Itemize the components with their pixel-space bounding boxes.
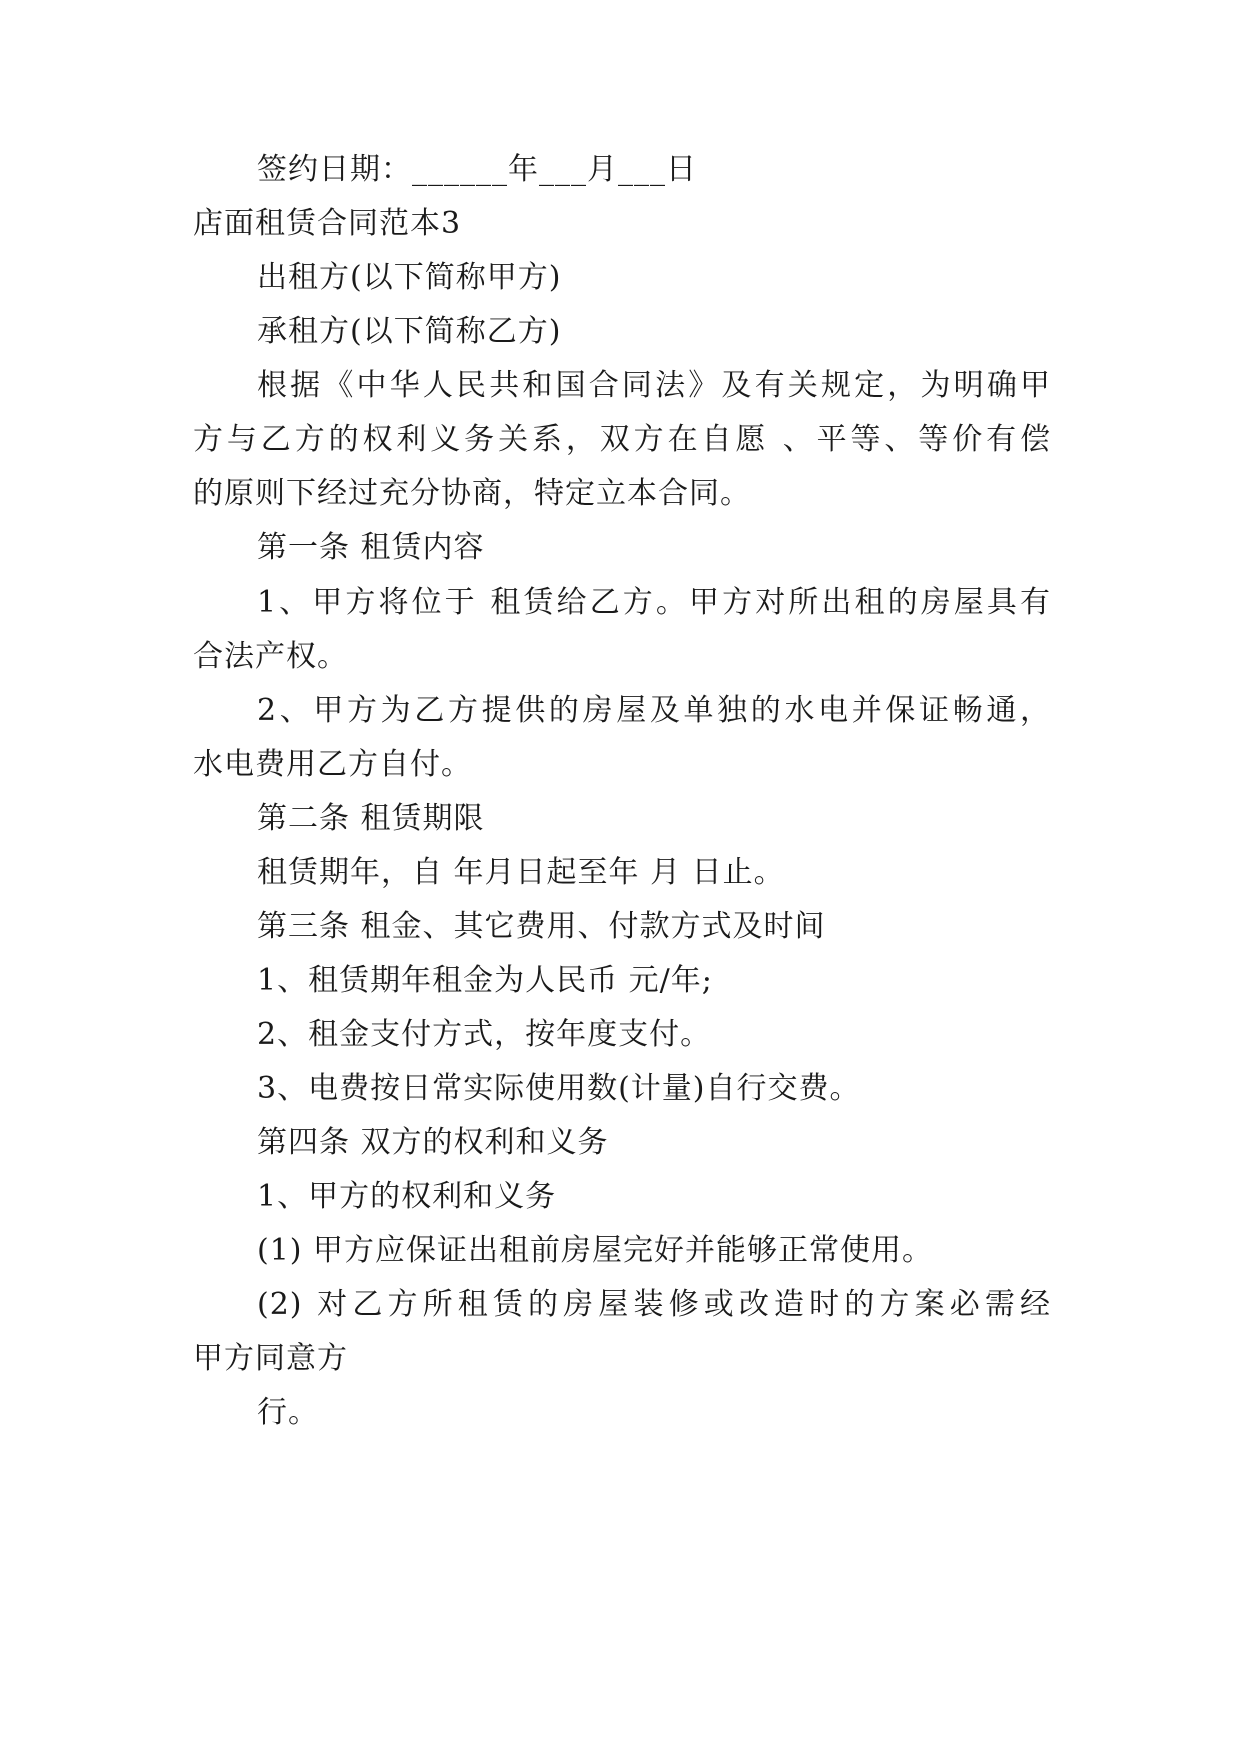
preamble-line-2: 方与乙方的权利义务关系，双方在自愿 、平等、等价有偿 xyxy=(193,422,1051,457)
article-1-clause-1-line-2: 合法产权。 xyxy=(193,639,348,674)
article-4-item-1: (1) 甲方应保证出租前房屋完好并能够正常使用。 xyxy=(257,1233,934,1268)
article-4-item-2-line-1: (2) 对乙方所租赁的房屋装修或改造时的方案必需经 xyxy=(257,1287,1051,1322)
article-4-item-2-line-3: 行。 xyxy=(257,1395,319,1430)
preamble-line-3: 的原则下经过充分协商，特定立本合同。 xyxy=(193,476,751,511)
article-1-clause-1-line-1: 1、甲方将位于 租赁给乙方。甲方对所出租的房屋具有 xyxy=(257,585,1051,620)
article-1-clause-2-line-2: 水电费用乙方自付。 xyxy=(193,747,472,782)
article-2-term: 租赁期年，自 年月日起至年 月 日止。 xyxy=(257,855,785,890)
signing-date-line: 签约日期：______年___月___日 xyxy=(257,152,697,187)
article-1-clause-2-line-1: 2、甲方为乙方提供的房屋及单独的水电并保证畅通， xyxy=(257,693,1051,728)
article-3-heading: 第三条 租金、其它费用、付款方式及时间 xyxy=(257,909,826,944)
contract-title: 店面租赁合同范本3 xyxy=(193,206,462,241)
article-3-clause-3: 3、电费按日常实际使用数(计量)自行交费。 xyxy=(257,1071,861,1106)
article-4-section-1: 1、甲方的权利和义务 xyxy=(257,1179,557,1214)
lessor-line: 出租方(以下简称甲方) xyxy=(257,260,562,295)
article-1-heading: 第一条 租赁内容 xyxy=(257,530,485,565)
article-4-heading: 第四条 双方的权利和义务 xyxy=(257,1125,609,1160)
article-2-heading: 第二条 租赁期限 xyxy=(257,801,485,836)
article-3-clause-2: 2、租金支付方式，按年度支付。 xyxy=(257,1017,712,1052)
article-3-clause-1: 1、租赁期年租金为人民币 元/年; xyxy=(257,963,713,998)
lessee-line: 承租方(以下简称乙方) xyxy=(257,314,562,349)
preamble-line-1: 根据《中华人民共和国合同法》及有关规定，为明确甲 xyxy=(257,368,1051,403)
article-4-item-2-line-2: 甲方同意方 xyxy=(193,1341,348,1376)
